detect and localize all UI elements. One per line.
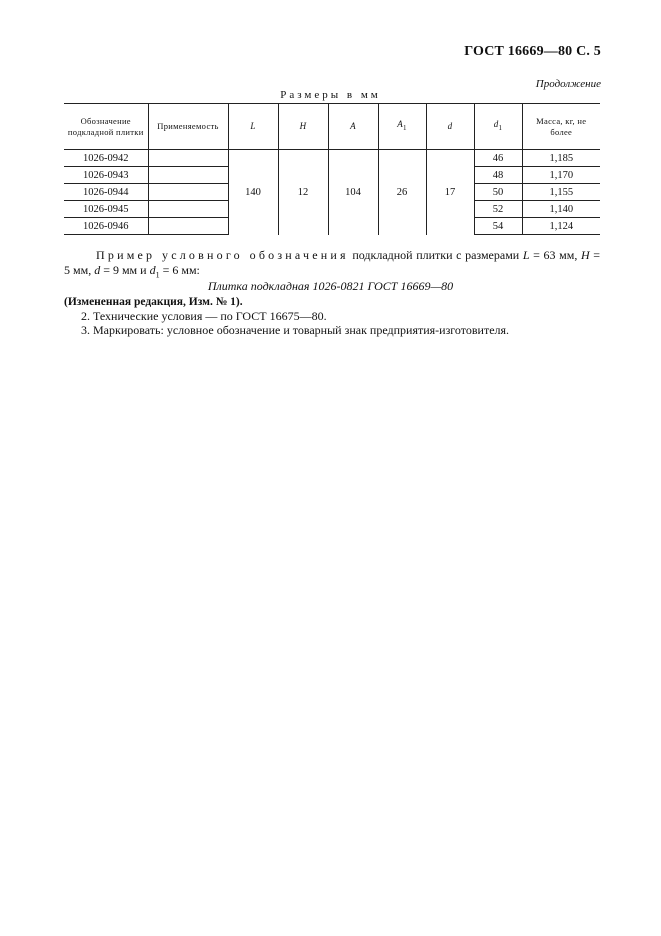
cell-applicability: [148, 201, 228, 218]
table-row: [64, 150, 600, 167]
col-applicability: Применяемость: [148, 104, 228, 150]
col-mass: Масса, кг, не более: [522, 104, 600, 150]
item-technical-conditions: 2. Технические условия — по ГОСТ 16675—80.: [81, 309, 327, 323]
col-d: d: [426, 104, 474, 150]
col-A: A: [328, 104, 378, 150]
cell-code: 1026-0943: [64, 167, 148, 184]
amendment-note: (Измененная редакция, Изм. № 1).: [64, 296, 243, 308]
table-header-row: [64, 104, 600, 150]
dimensions-table: [64, 103, 600, 235]
page-header: ГОСТ 16669—80 С. 5: [464, 44, 601, 59]
dimensions-caption: Размеры в мм: [280, 89, 381, 101]
cell-A: 104: [328, 150, 378, 235]
cell-L: 140: [228, 150, 278, 235]
cell-mass: 1,140: [522, 201, 600, 218]
cell-d1: 52: [474, 201, 522, 218]
cell-applicability: [148, 167, 228, 184]
cell-code: 1026-0945: [64, 201, 148, 218]
cell-mass: 1,155: [522, 184, 600, 201]
cell-d1: 48: [474, 167, 522, 184]
cell-d: 17: [426, 150, 474, 235]
col-designation: Обозначение подкладной плитки: [64, 104, 148, 150]
cell-applicability: [148, 150, 228, 167]
cell-mass: 1,124: [522, 218, 600, 235]
cell-d1: 54: [474, 218, 522, 235]
continued-label: Продолжение: [535, 78, 601, 90]
col-A1: $A_1$: [378, 104, 426, 150]
col-H: H: [278, 104, 328, 150]
cell-mass: 1,185: [522, 150, 600, 167]
item-marking: 3. Маркировать: условное обозначение и товарный знак предприятия-изготовителя.: [81, 323, 510, 337]
col-L: L: [228, 104, 278, 150]
designation-example: Пример условного обозначения подкладной плитки с размерами L = 63 мм, H = 5 мм, d = 9 мм и $d_1 = 6$ мм:: [64, 248, 600, 280]
cell-d1: 50: [474, 184, 522, 201]
cell-applicability: [148, 184, 228, 201]
cell-code: 1026-0942: [64, 150, 148, 167]
cell-d1: 46: [474, 150, 522, 167]
cell-A1: 26: [378, 150, 426, 235]
cell-code: 1026-0946: [64, 218, 148, 235]
cell-H: 12: [278, 150, 328, 235]
cell-mass: 1,170: [522, 167, 600, 184]
cell-applicability: [148, 218, 228, 235]
cell-code: 1026-0944: [64, 184, 148, 201]
col-d1: $d_1$: [474, 104, 522, 150]
designation-sample: Плитка подкладная 1026-0821 ГОСТ 16669—80: [207, 279, 454, 293]
example-label: Пример условного обозначения: [96, 248, 349, 262]
